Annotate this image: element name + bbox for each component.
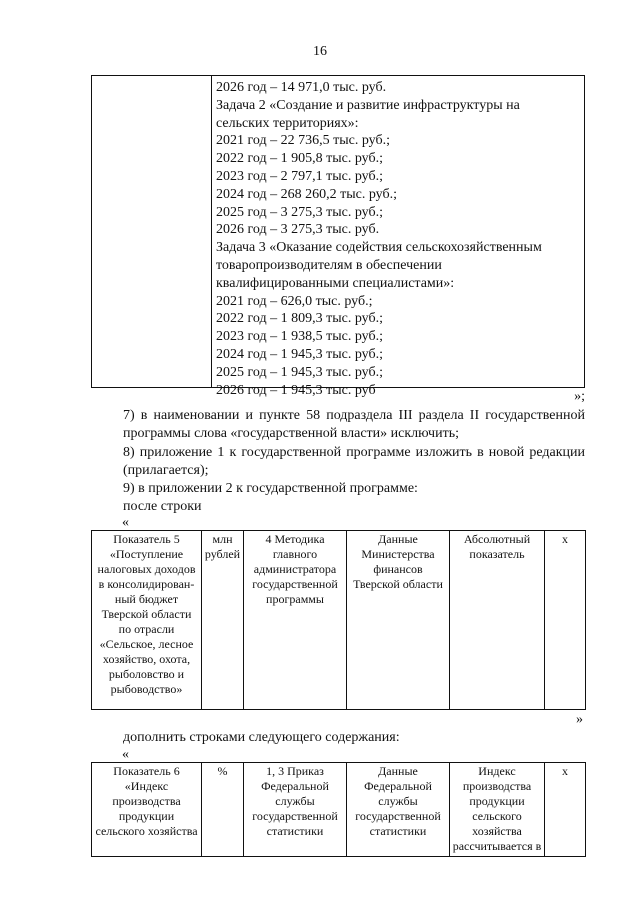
source-cell: Данные Федеральной службы государственной статистики [347, 763, 450, 857]
after-row-text: после строки [123, 499, 202, 514]
indicator-cell: Показатель 5 «Поступление налоговых доходов в консолидирован-ный бюджет Тверской области по отрасли «Сельское, лесное хозяйство, охота, рыболовство и рыбоводство» [92, 531, 202, 710]
table-row [92, 763, 586, 857]
indicator-table-2 [91, 762, 586, 857]
funding-line: 2025 год – 3 275,3 тыс. руб.; [216, 204, 383, 220]
open-quote-2: « [122, 747, 129, 762]
page-number: 16 [313, 44, 327, 59]
open-quote: « [122, 515, 129, 530]
funding-line: квалифицированными специалистами»: [216, 275, 455, 291]
funding-line: товаропроизводителям в обеспечении [216, 257, 442, 273]
funding-line: 2022 год – 1 905,8 тыс. руб.; [216, 151, 383, 167]
method-cell: 4 Методика главного администратора государственной программы [244, 531, 347, 710]
item-7: 7) в наименовании и пункте 58 подраздела III раздела II государственной программы слова «государственной власти» исключить; [123, 408, 585, 441]
method-cell: 1, 3 Приказ Федеральной службы государственной статистики [244, 763, 347, 857]
funding-line: 2025 год – 1 945,3 тыс. руб.; [216, 364, 383, 380]
funding-line: 2021 год – 22 736,5 тыс. руб.; [216, 133, 390, 149]
unit-cell: % [202, 763, 244, 857]
table-row [92, 531, 586, 710]
item-8: 8) приложение 1 к государственной программе изложить в новой редакции (прилагается); [123, 445, 585, 478]
unit-cell: млн рублей [202, 531, 244, 710]
funding-line: 2021 год – 626,0 тыс. руб.; [216, 293, 373, 309]
table-divider [211, 76, 212, 387]
funding-line: 2026 год – 1 945,3 тыс. руб [216, 382, 376, 398]
mark-cell: x [545, 763, 586, 857]
source-cell: Данные Министерства финансов Тверской области [347, 531, 450, 710]
funding-line: Задача 2 «Создание и развитие инфраструктуры на [216, 97, 520, 113]
funding-line: 2022 год – 1 809,3 тыс. руб.; [216, 311, 383, 327]
item-9: 9) в приложении 2 к государственной программе: [123, 481, 418, 496]
closing-quote: »; [574, 389, 585, 404]
funding-line: 2023 год – 1 938,5 тыс. руб.; [216, 329, 383, 345]
indicator-table-1 [91, 530, 586, 710]
funding-line: 2024 год – 1 945,3 тыс. руб.; [216, 346, 383, 362]
mark-cell: x [545, 531, 586, 710]
type-cell: Индекс производства продукции сельского хозяйства рассчитывается в [450, 763, 545, 857]
funding-table [91, 75, 585, 398]
funding-cell [216, 79, 580, 399]
end-quote: » [576, 712, 583, 727]
funding-line: 2024 год – 268 260,2 тыс. руб.; [216, 186, 397, 202]
funding-line: 2026 год – 3 275,3 тыс. руб. [216, 222, 380, 238]
indicator-cell: Показатель 6 «Индекс производства продукции сельского хозяйства [92, 763, 202, 857]
funding-line: 2023 год – 2 797,1 тыс. руб.; [216, 168, 383, 184]
funding-line: Задача 3 «Оказание содействия сельскохозяйственным [216, 240, 542, 256]
supplement-text: дополнить строками следующего содержания: [123, 730, 400, 745]
funding-line: 2026 год – 14 971,0 тыс. руб. [216, 80, 387, 95]
type-cell: Абсолютный показатель [450, 531, 545, 710]
funding-line: сельских территориях»: [216, 115, 359, 131]
